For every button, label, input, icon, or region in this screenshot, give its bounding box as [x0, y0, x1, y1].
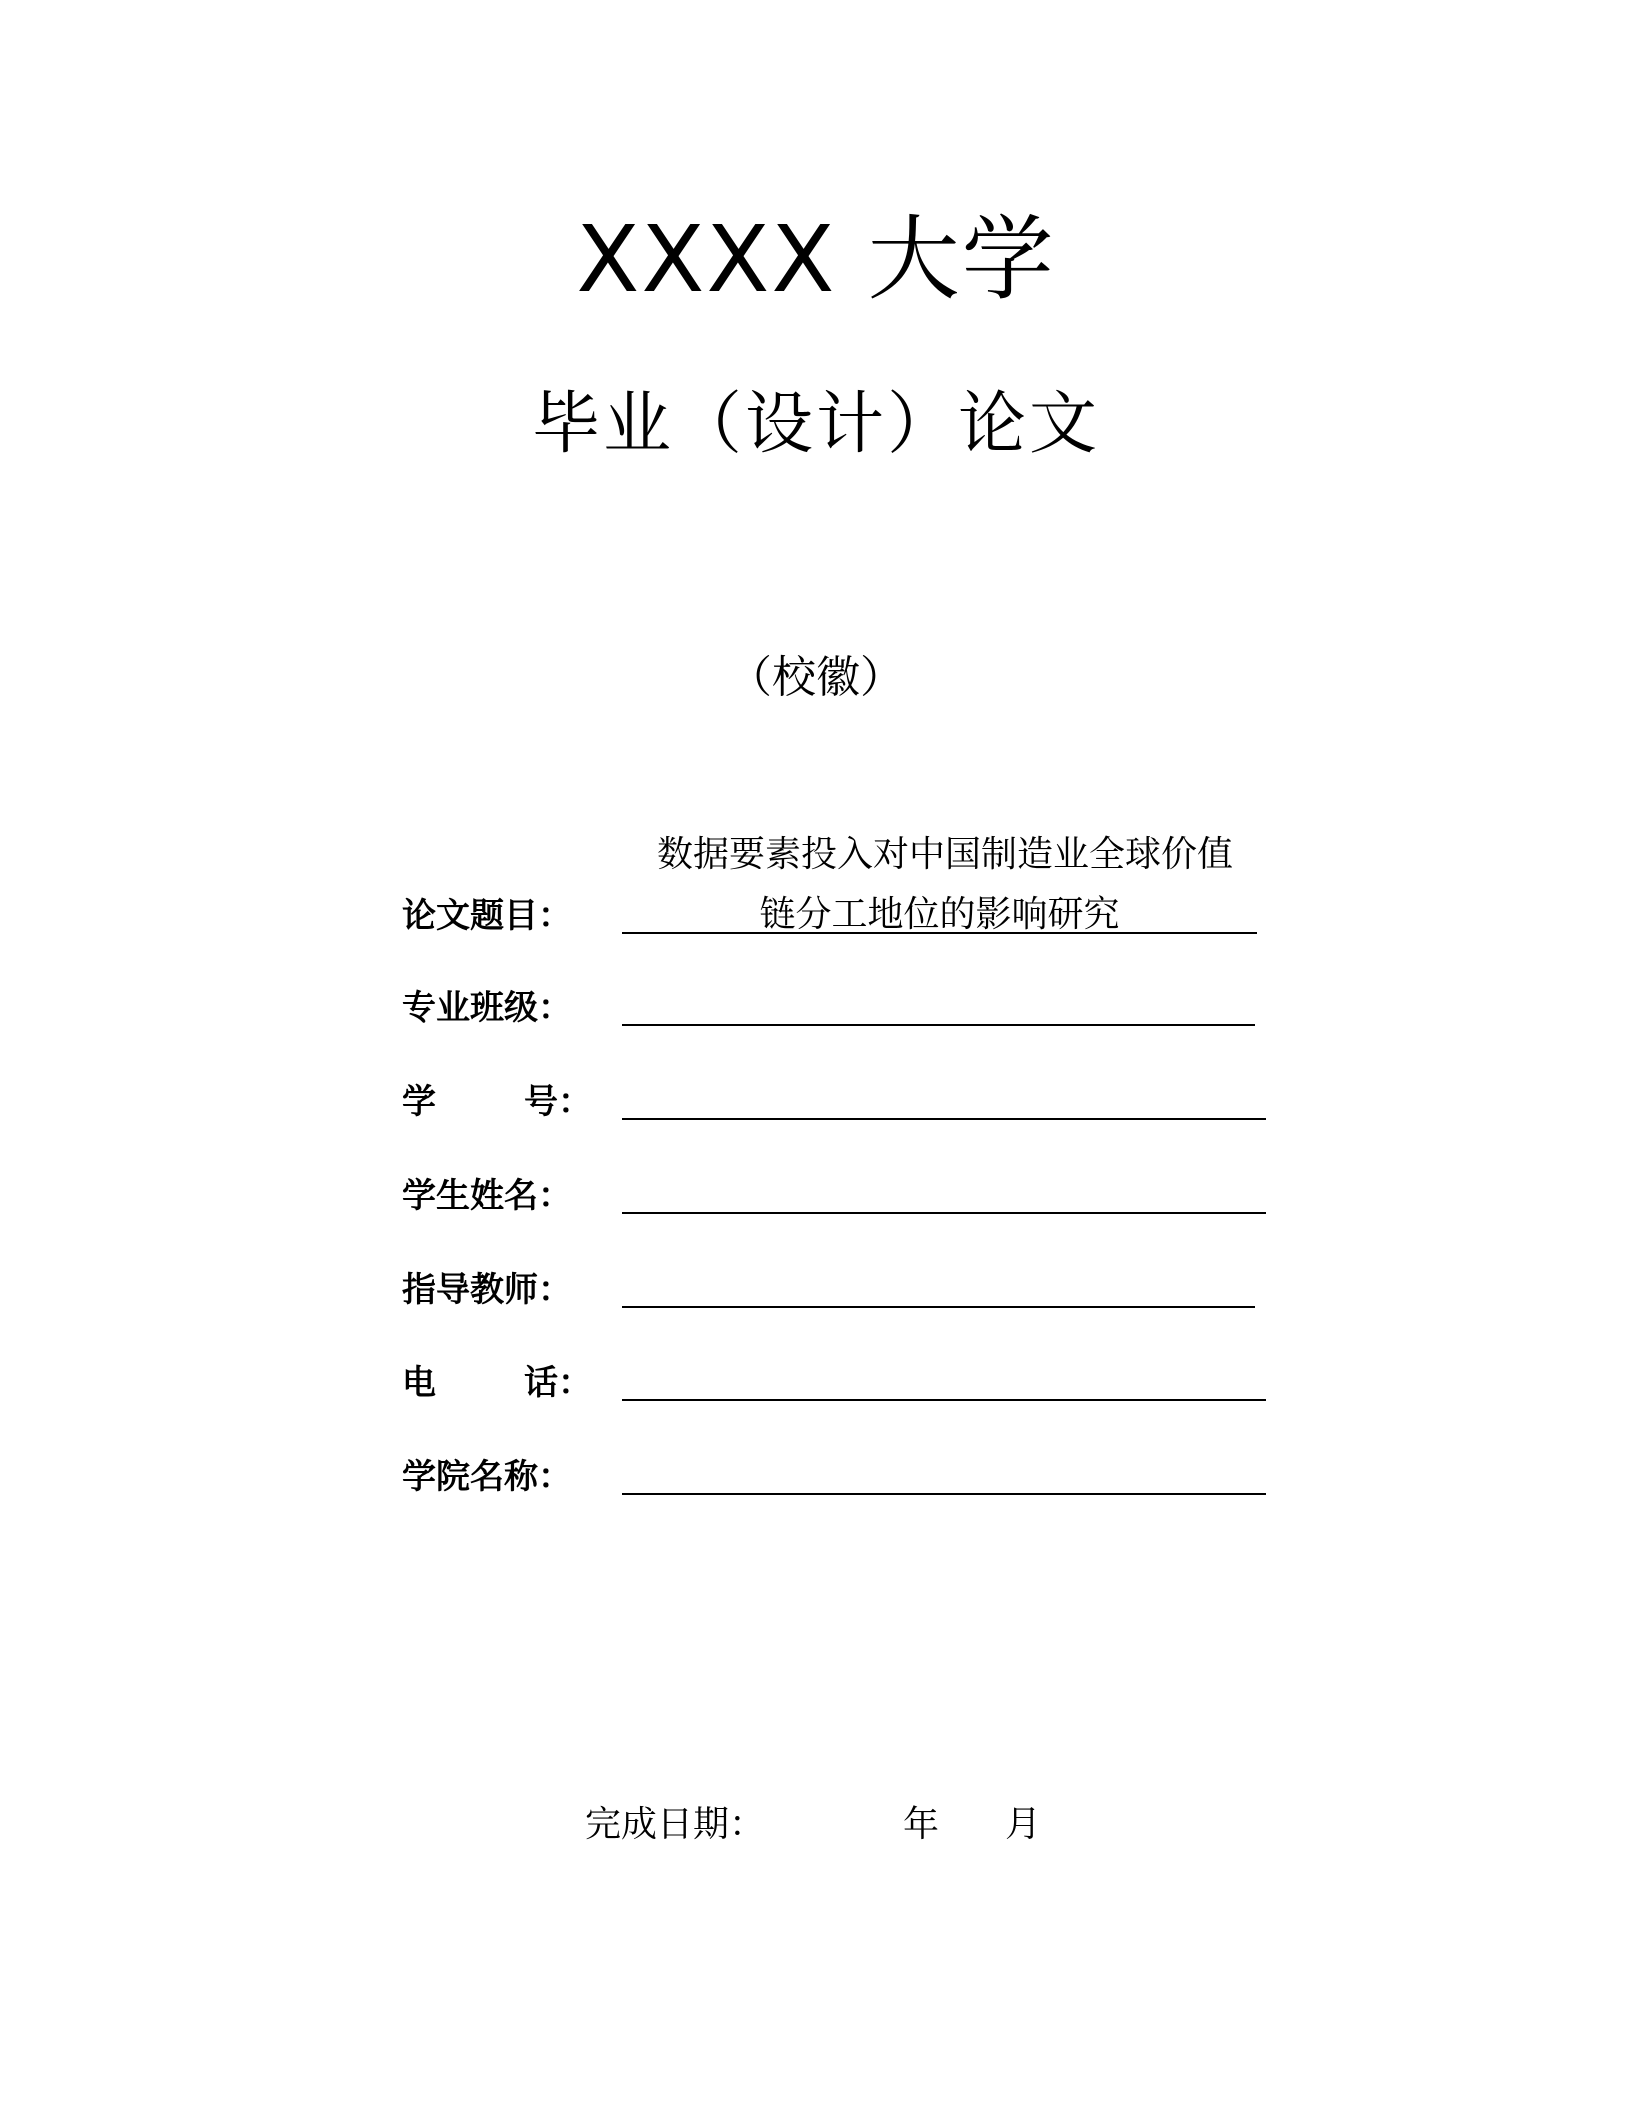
phone-label	[402, 1361, 592, 1405]
student-id-label-part-2: 号：	[524, 1082, 592, 1122]
university-name: XXXX 大学	[576, 206, 1056, 313]
college-field[interactable]	[622, 1493, 1266, 1495]
completion-date-label: 完成日期：	[585, 1804, 766, 1845]
student-name-field[interactable]	[622, 1212, 1266, 1214]
phone-field[interactable]	[622, 1399, 1266, 1401]
major-class-label: 专业班级：	[402, 988, 572, 1028]
phone-label-part-1: 电	[402, 1363, 436, 1403]
advisor-label: 指导教师：	[402, 1270, 572, 1310]
thesis-title-line-1: 数据要素投入对中国制造业全球价值	[656, 834, 1233, 875]
advisor-field[interactable]	[622, 1306, 1255, 1308]
school-emblem-placeholder: （校徽）	[728, 652, 904, 703]
student-id-label-part-1: 学	[402, 1082, 436, 1122]
major-class-field[interactable]	[622, 1024, 1255, 1026]
thesis-title-label: 论文题目：	[402, 896, 572, 936]
thesis-title-underline	[622, 932, 1257, 934]
completion-month-label: 月	[1005, 1804, 1042, 1845]
thesis-title-line-2: 链分工地位的影响研究	[759, 894, 1120, 935]
college-label: 学院名称：	[402, 1457, 572, 1497]
completion-year-label: 年	[903, 1804, 940, 1845]
thesis-type-heading: 毕业（设计）论文	[531, 385, 1100, 464]
student-name-label: 学生姓名：	[402, 1176, 572, 1216]
phone-label-part-2: 话：	[524, 1363, 592, 1403]
student-id-field[interactable]	[622, 1118, 1266, 1120]
student-id-label	[402, 1080, 592, 1124]
